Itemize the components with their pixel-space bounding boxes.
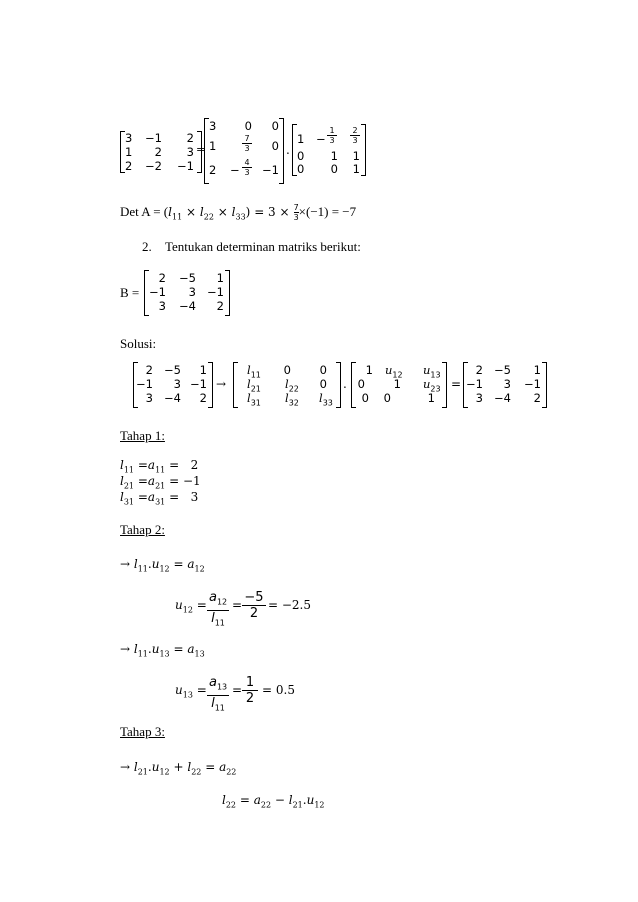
matrix-cell: −1 (262, 163, 279, 177)
matrix-cell: 3 (186, 145, 194, 159)
matrix-cell: $l_{21}$ (247, 377, 261, 394)
matrix-cell: −1 (177, 159, 194, 173)
matrix-cell: 0 (361, 391, 369, 405)
dot-operator: . (286, 143, 290, 157)
matrix-cell: $l_{31}$ (247, 391, 261, 408)
fraction: 1 2 (242, 675, 258, 706)
fraction: $a_{12}$ $l_{11}$ (209, 590, 228, 628)
decomp-u-matrix (351, 362, 447, 408)
matrix-cell: −4 (494, 391, 511, 405)
tahap3-title: Tahap 3: (120, 724, 165, 739)
fraction: $\frac{2}{3}$ (350, 126, 360, 145)
matrix-cell: 1 (125, 145, 133, 159)
matrix-cell: 3 (145, 391, 153, 405)
matrix-cell: −4 (179, 299, 196, 313)
u13-result: = 0.5 (262, 683, 295, 697)
matrix-cell: −5 (179, 271, 196, 285)
matrix-cell: 3 (125, 131, 133, 145)
matrix-cell: $u_{23}$ (423, 377, 441, 394)
matrix-cell: 0 (297, 162, 305, 176)
equals-sign: = (451, 377, 462, 391)
matrix-b-label: B = (120, 285, 140, 300)
matrix-cell: 2 (216, 299, 224, 313)
matrix-cell: 0 (271, 139, 279, 153)
decomp-right-matrix (463, 362, 547, 408)
matrix-cell: 3 (188, 285, 196, 299)
matrix-cell: $l_{32}$ (285, 391, 299, 408)
matrix-cell: 1 (330, 149, 338, 163)
tahap3-eq2: $l_{22} = a_{22} - l_{21}.u_{12}$ (222, 793, 325, 810)
matrix-cell: 3 (475, 391, 483, 405)
matrix-cell: 2 (533, 391, 541, 405)
matrix-cell: −5 (494, 363, 511, 377)
matrix-cell: 1 (352, 149, 360, 163)
matrix-cell: $l_{11}$ (247, 363, 261, 380)
determinant-line: Det $A = (l_{11} \times l_{22} \times l_{33}) = 3$ × $\frac{7}{3}$ ×(−1) = −7 (120, 203, 357, 222)
matrix-cell: 2 (209, 163, 217, 177)
matrix-cell: 2 (154, 145, 162, 159)
equals-sign: = (232, 598, 243, 612)
u13-formula: $u_{13}$ = (175, 683, 207, 700)
matrix-cell: 0 (283, 363, 291, 377)
matrix-cell: 0 (244, 119, 252, 133)
matrix-cell: 3 (209, 119, 217, 133)
matrix-cell: − (316, 132, 326, 146)
matrix-cell: −5 (164, 363, 181, 377)
arrow: → (216, 377, 227, 391)
tahap3-eq1: → $l_{21}.u_{12} + l_{22} = a_{22}$ (120, 760, 237, 777)
matrix-cell: 2 (475, 363, 483, 377)
matrix-cell: −1 (190, 377, 207, 391)
tahap1-line: $l_{11} =a_{11} = 2$ (120, 458, 199, 475)
matrix-cell: −1 (145, 131, 162, 145)
matrix-cell: −1 (149, 285, 166, 299)
question-text: Tentukan determinan matriks berikut: (165, 239, 361, 254)
fraction: $\frac{1}{3}$ (327, 126, 337, 145)
fraction: $\frac{4}{3}$ (242, 158, 252, 177)
matrix-cell: 0 (319, 377, 327, 391)
matrix-cell: 2 (145, 363, 153, 377)
matrix-cell: 2 (186, 131, 194, 145)
tahap1-line: $l_{31} =a_{31} = 3$ (120, 490, 199, 507)
fraction: $\frac{7}{3}$ (242, 134, 252, 153)
tahap2-eq2: → $l_{11}.u_{13} = a_{13}$ (120, 642, 205, 659)
matrix-cell: 1 (533, 363, 541, 377)
matrix-cell: −1 (207, 285, 224, 299)
matrix-cell: $l_{33}$ (319, 391, 333, 408)
matrix-cell: $l_{22}$ (285, 377, 299, 394)
matrix-cell: −4 (164, 391, 181, 405)
tahap2-eq1: → $l_{11}.u_{12} = a_{12}$ (120, 557, 205, 574)
fraction: $a_{13}$ $l_{11}$ (209, 675, 228, 713)
u12-result: = −2.5 (268, 598, 312, 612)
matrix-cell: 1 (199, 363, 207, 377)
matrix-u (292, 124, 366, 176)
tahap1-line: $l_{21} =a_{21} = -1$ (120, 474, 201, 491)
matrix-cell: 0 (383, 391, 391, 405)
matrix-cell: 1 (393, 377, 401, 391)
matrix-cell: 0 (271, 119, 279, 133)
matrix-a (120, 131, 202, 173)
matrix-cell: 3 (503, 377, 511, 391)
matrix-cell: 2 (199, 391, 207, 405)
tahap1-title: Tahap 1: (120, 428, 165, 443)
matrix-cell: −2 (145, 159, 162, 173)
equals-sign: = (196, 143, 206, 156)
question-number: 2. (142, 239, 152, 254)
matrix-l (204, 118, 284, 184)
matrix-cell: 3 (158, 299, 166, 313)
matrix-cell: 1 (427, 391, 435, 405)
matrix-cell: − (230, 163, 240, 177)
matrix-cell: 1 (352, 162, 360, 176)
matrix-cell: 1 (216, 271, 224, 285)
matrix-cell: 0 (330, 162, 338, 176)
matrix-cell: 2 (158, 271, 166, 285)
matrix-cell: $u_{12}$ (385, 363, 403, 380)
matrix-cell: 0 (297, 149, 305, 163)
u12-formula: $u_{12}$ = (175, 598, 207, 615)
matrix-b (144, 270, 230, 316)
equals-sign: = (232, 683, 243, 697)
matrix-cell: 1 (365, 363, 373, 377)
matrix-cell: 3 (173, 377, 181, 391)
matrix-cell: 0 (357, 377, 365, 391)
matrix-cell: $u_{13}$ (423, 363, 441, 380)
solusi-label: Solusi: (120, 336, 157, 351)
dot-operator: . (343, 377, 347, 391)
matrix-cell: −1 (466, 377, 483, 391)
matrix-cell: −1 (524, 377, 541, 391)
matrix-cell: 1 (209, 139, 217, 153)
matrix-cell: 1 (297, 132, 305, 146)
tahap2-title: Tahap 2: (120, 522, 165, 537)
fraction: −5 2 (242, 590, 266, 621)
decomp-l-matrix (233, 362, 341, 408)
matrix-cell: 0 (319, 363, 327, 377)
matrix-cell: 2 (125, 159, 133, 173)
matrix-cell: −1 (136, 377, 153, 391)
decomp-left-matrix (133, 362, 213, 408)
